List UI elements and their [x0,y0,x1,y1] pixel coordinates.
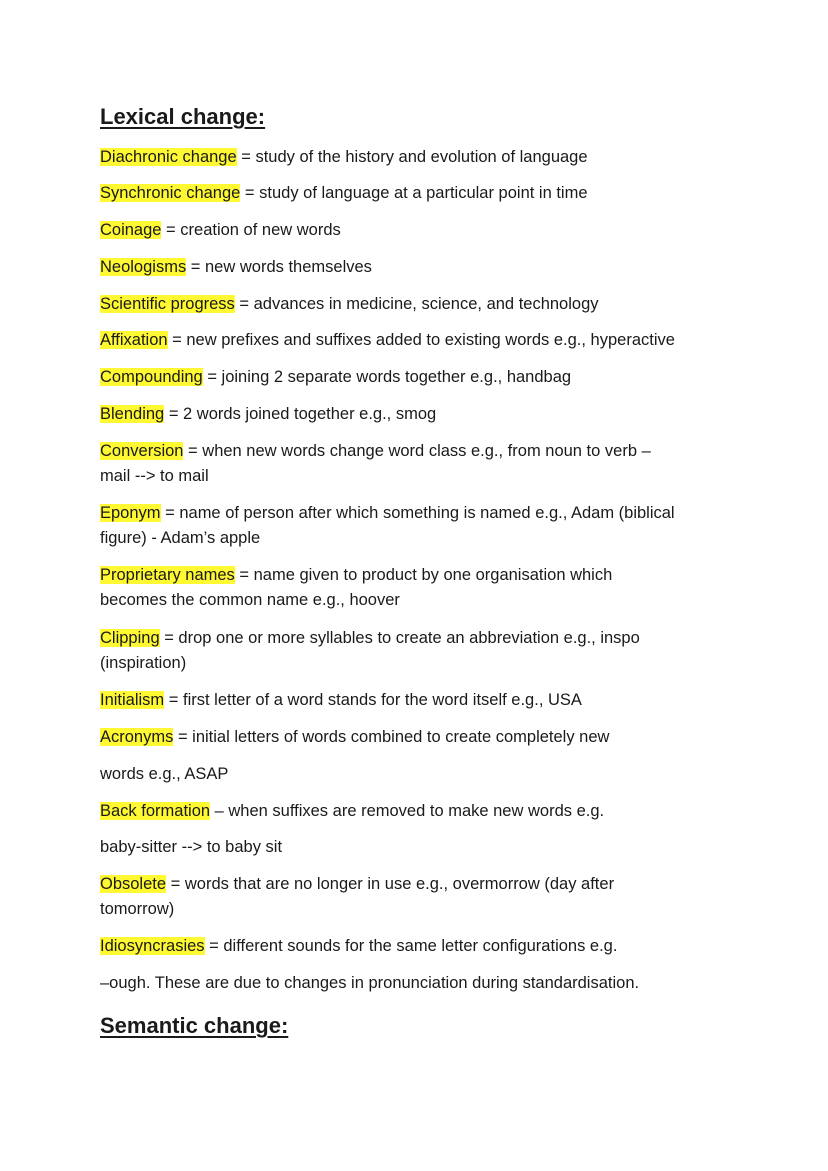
term-highlight: Idiosyncrasies [100,937,205,955]
term-highlight: Proprietary names [100,566,235,584]
term-highlight: Acronyms [100,728,174,746]
term-highlight: Blending [100,405,165,423]
entry-idiosyncrasies-continuation: –ough. These are due to changes in pronunciation during standardisation. [100,974,640,992]
entry-coinage [100,218,341,243]
entry-idiosyncrasies [100,934,617,959]
definition: = joining 2 separate words together e.g., handbag [202,368,572,386]
term-highlight: Synchronic change [100,184,241,202]
entry-neologisms [100,255,372,280]
entry-eponym-continuation: figure) - Adam’s apple [100,529,261,547]
entry-back-formation [100,799,604,824]
term-highlight: Eponym [100,504,161,522]
term-highlight: Affixation [100,331,168,349]
definition: = 2 words joined together e.g., smog [164,405,437,423]
entry-acronyms-continuation: words e.g., ASAP [100,765,229,783]
entry-proprietary-names [100,563,612,588]
section-heading-lexical: Lexical change: [100,104,266,129]
entry-obsolete-continuation: tomorrow) [100,900,175,918]
term-highlight: Compounding [100,368,203,386]
entry-diachronic [100,145,588,170]
definition: = advances in medicine, science, and technology [234,295,599,313]
entry-conversion [100,439,651,464]
definition: = study of the history and evolution of language [236,148,588,166]
entry-clipping-continuation: (inspiration) [100,654,187,672]
definition: = new prefixes and suffixes added to existing words e.g., hyperactive [167,331,675,349]
term-highlight: Clipping [100,629,160,647]
definition: = new words themselves [186,258,372,276]
entry-compounding [100,365,571,390]
entry-blending [100,402,436,427]
definition: = initial letters of words combined to create completely new [173,728,610,746]
definition: = study of language at a particular point in time [240,184,588,202]
definition: = when new words change word class e.g., from noun to verb – [183,442,651,460]
definition: = words that are no longer in use e.g., overmorrow (day after [166,875,615,893]
entry-conversion-continuation: mail --> to mail [100,467,209,485]
term-highlight: Scientific progress [100,295,235,313]
entry-proprietary-names-continuation: becomes the common name e.g., hoover [100,591,400,609]
entry-clipping [100,626,640,651]
entry-initialism [100,688,582,713]
definition: = first letter of a word stands for the word itself e.g., USA [164,691,582,709]
term-highlight: Initialism [100,691,165,709]
term-highlight: Neologisms [100,258,187,276]
entry-eponym [100,501,675,526]
section-heading-semantic: Semantic change: [100,1013,289,1038]
entry-back-formation-continuation: baby-sitter --> to baby sit [100,838,283,856]
term-highlight: Back formation [100,802,211,820]
term-highlight: Conversion [100,442,184,460]
entry-affixation [100,328,675,353]
definition: = name of person after which something is named e.g., Adam (biblical [160,504,675,522]
entry-synchronic [100,181,588,206]
term-highlight: Obsolete [100,875,167,893]
definition: = name given to product by one organisation which [234,566,613,584]
definition: – when suffixes are removed to make new words e.g. [210,802,605,820]
term-highlight: Diachronic change [100,148,237,166]
definition: = drop one or more syllables to create an abbreviation e.g., inspo [159,629,640,647]
definition: = different sounds for the same letter configurations e.g. [204,937,618,955]
entry-obsolete [100,872,614,897]
entry-scientific-progress [100,292,599,317]
entry-acronyms [100,725,609,750]
definition: = creation of new words [161,221,341,239]
term-highlight: Coinage [100,221,162,239]
